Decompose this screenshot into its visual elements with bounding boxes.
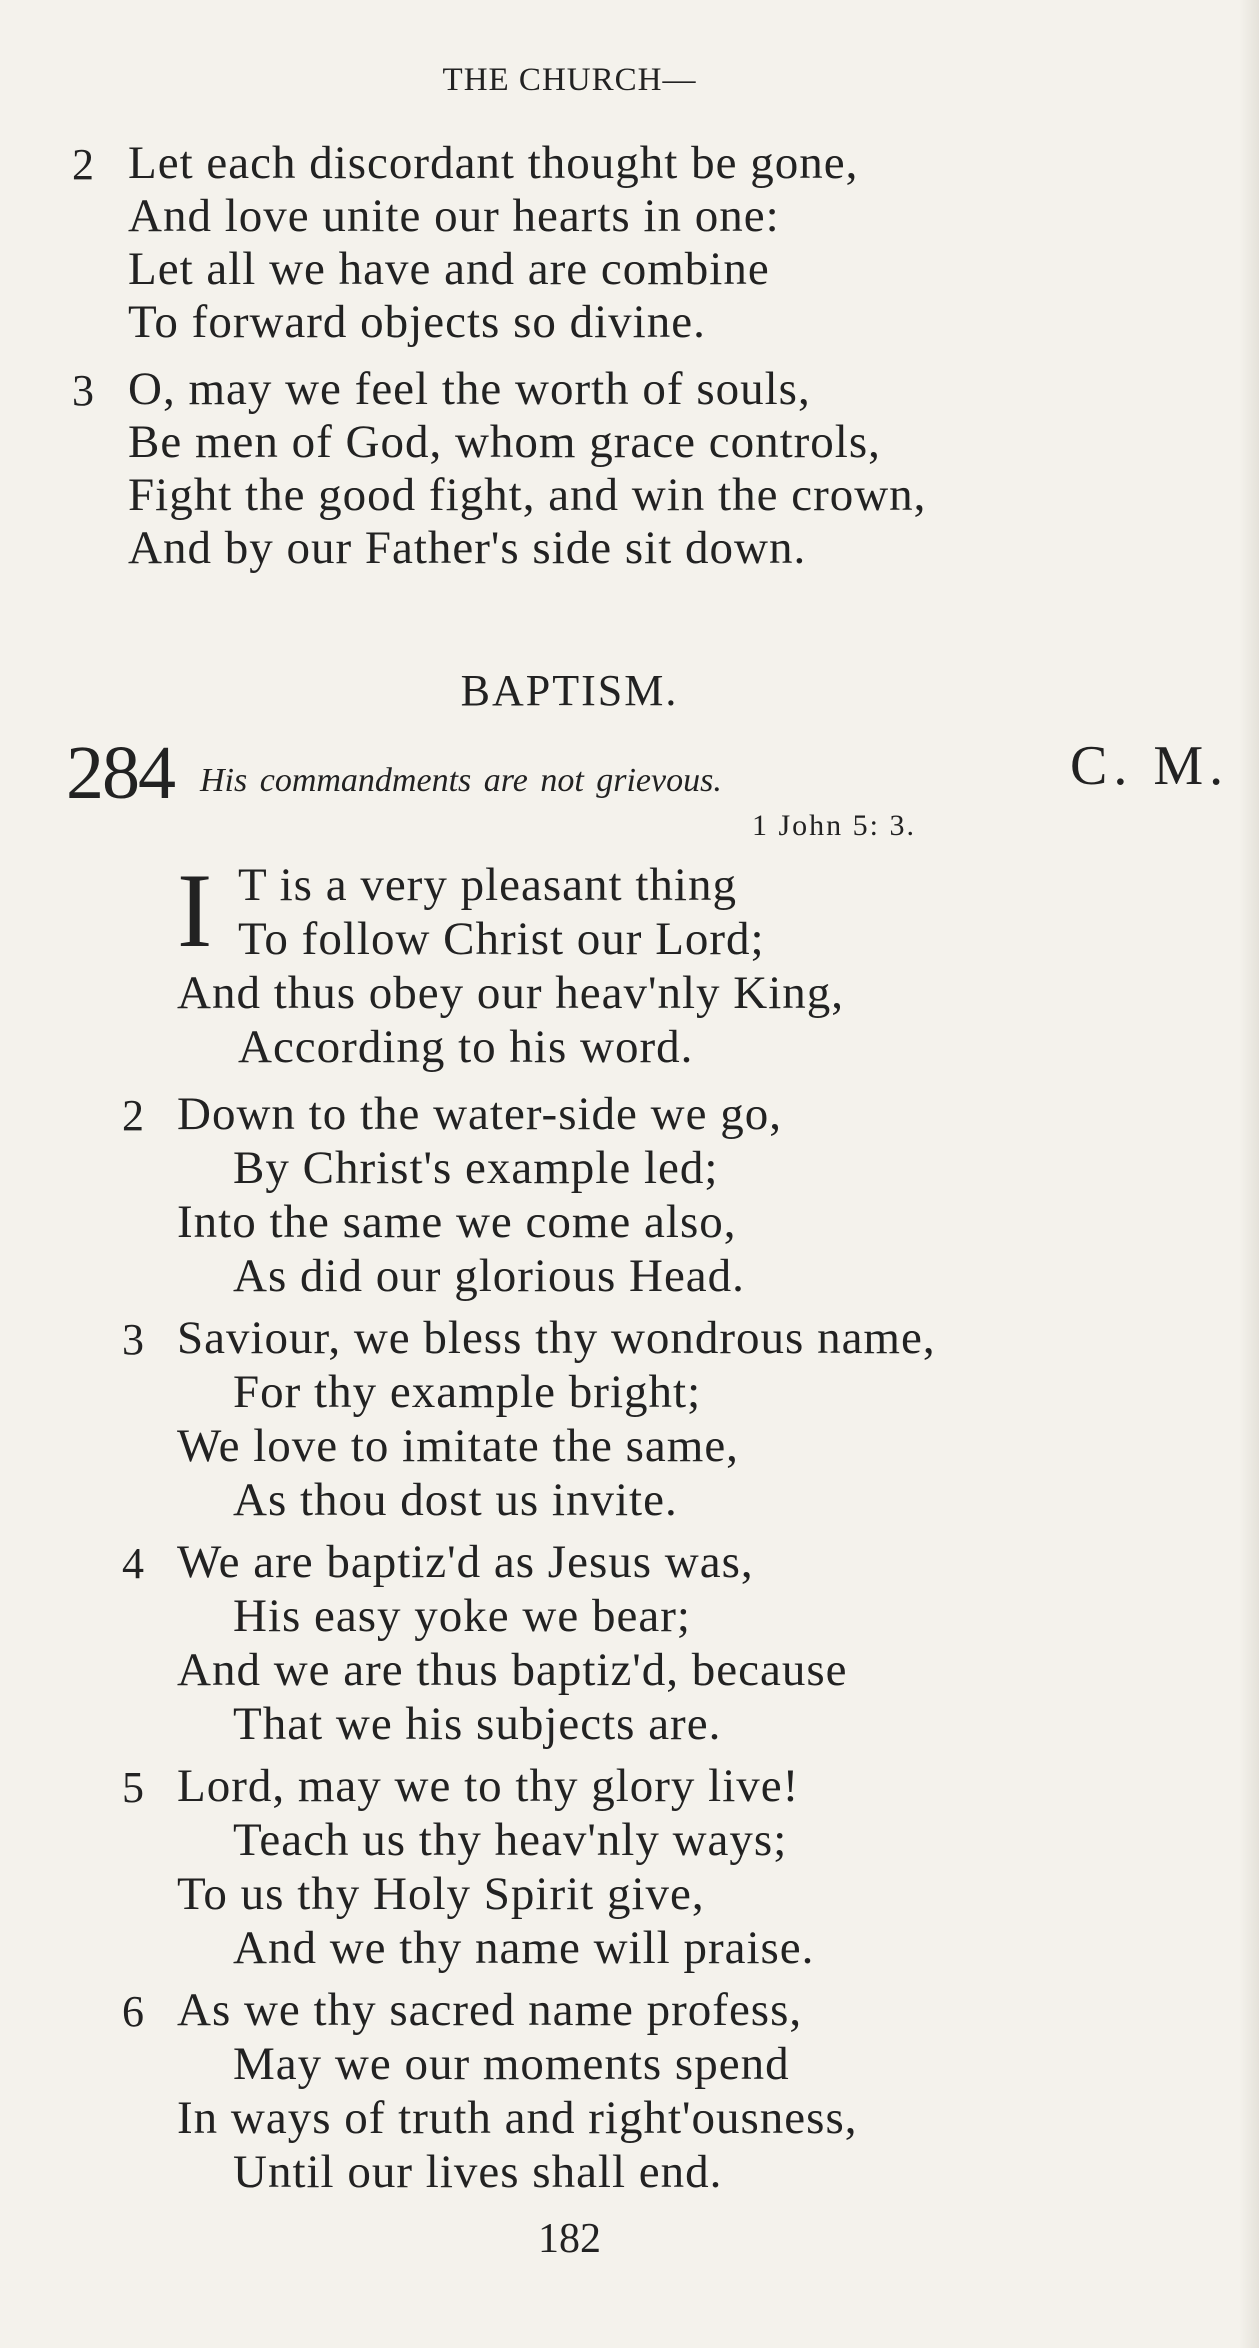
verse-line: O, may we feel the worth of souls, [128,363,811,415]
verse-number: 2 [72,140,94,189]
scripture-reference: 1 John 5: 3. [752,809,917,842]
section-title: BAPTISM. [460,666,679,715]
verse-line: In ways of truth and right'ousness, [177,2092,858,2144]
verse-line: And we thy name will praise. [233,1922,815,1974]
verse-line: T is a very pleasant thing [238,859,737,911]
verse-line: Be men of God, whom grace controls, [128,416,881,468]
verse-number: 3 [72,366,94,415]
verse-line: We love to imitate the same, [177,1420,739,1472]
drop-cap: I [177,852,213,969]
verse-line: To us thy Holy Spirit give, [177,1868,705,1920]
verse-line: Fight the good fight, and win the crown, [128,469,927,521]
running-head: THE CHURCH— [442,62,697,98]
verse-line: Let all we have and are combine [128,243,770,295]
verse-line: And by our Father's side sit down. [128,522,807,574]
verse-line: We are baptiz'd as Jesus was, [177,1536,754,1588]
verse-number: 4 [122,1539,144,1588]
verse-number: 2 [122,1091,144,1140]
verse-line: And thus obey our heav'nly King, [177,967,845,1019]
verse-line: Teach us thy heav'nly ways; [233,1814,788,1866]
verse-line: As we thy sacred name profess, [177,1984,803,2036]
verse-line: Lord, may we to thy glory live! [177,1760,800,1812]
verse-number: 5 [122,1763,144,1812]
verse-line: And we are thus baptiz'd, because [177,1644,848,1696]
verse-line: Saviour, we bless thy wondrous name, [177,1312,936,1364]
verse-line: By Christ's example led; [233,1142,719,1194]
page-edge-shadow [1239,0,1259,2348]
verse-line: According to his word. [238,1021,694,1073]
verse-line: To forward objects so divine. [128,296,706,348]
verse-line: Into the same we come also, [177,1196,737,1248]
verse-line: As did our glorious Head. [233,1250,745,1302]
hymn-number: 284 [66,731,174,815]
verse-number: 6 [122,1987,144,2036]
hymn-meter: C. M. [1070,735,1230,797]
verse-line: May we our moments spend [233,2038,790,2090]
verse-line: Down to the water-side we go, [177,1088,782,1140]
verse-line: Until our lives shall end. [233,2146,723,2198]
verse-line: As thou dost us invite. [233,1474,678,1526]
hymn-subtitle: His commandments are not grievous. [200,762,722,799]
verse-line: To follow Christ our Lord; [238,913,765,965]
verse-line: That we his subjects are. [233,1698,722,1750]
verse-line: His easy yoke we bear; [233,1590,691,1642]
verse-line: For thy example bright; [233,1366,702,1418]
verse-line: Let each discordant thought be gone, [128,137,859,189]
verse-number: 3 [122,1315,144,1364]
verse-line: And love unite our hearts in one: [128,190,780,242]
page-number: 182 [538,2216,601,2262]
